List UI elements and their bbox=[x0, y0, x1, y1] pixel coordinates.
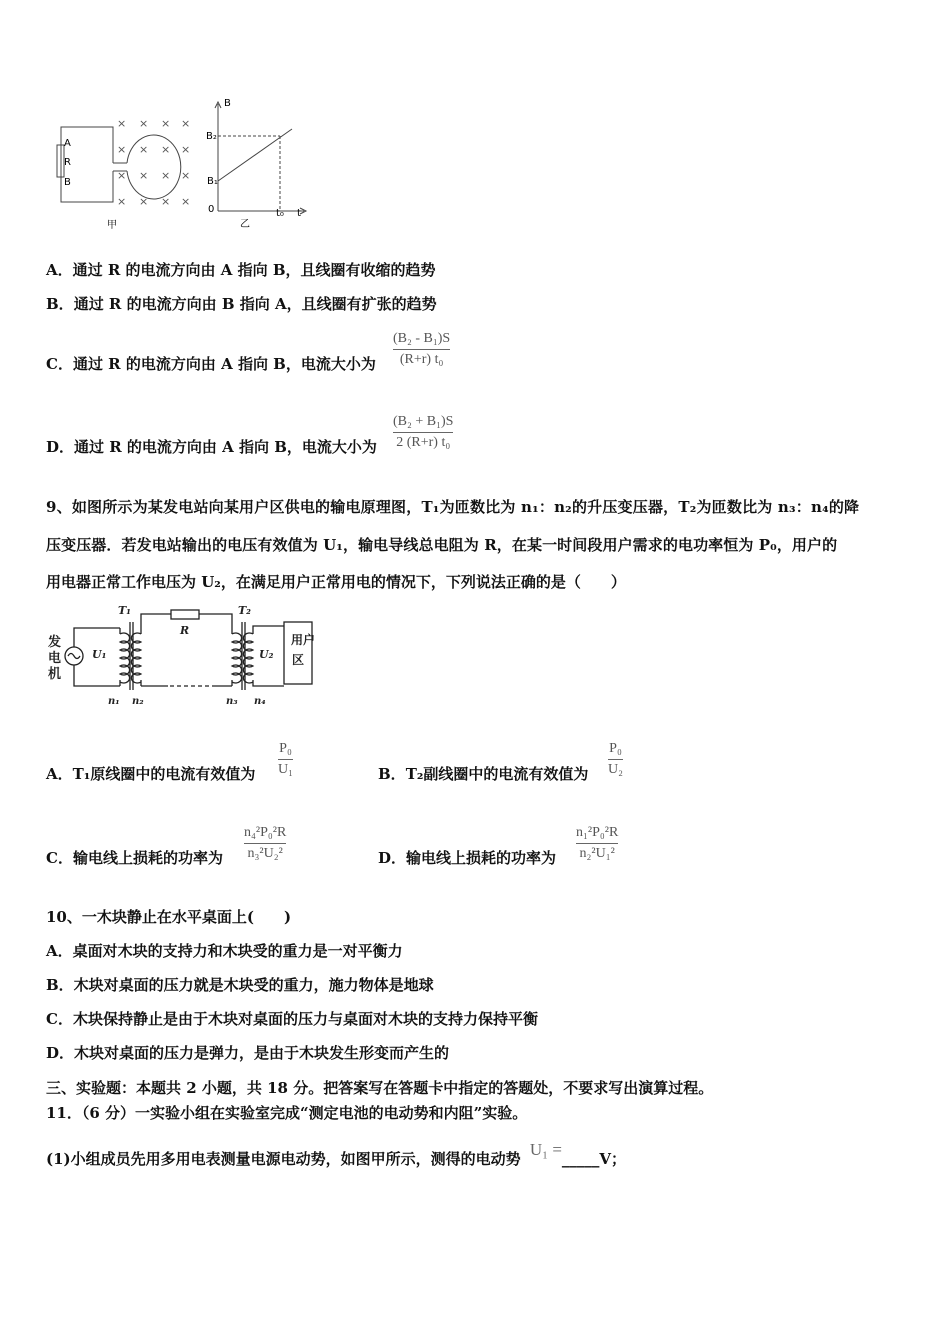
figure-jia bbox=[55, 115, 195, 235]
label-n4: n₄ bbox=[254, 696, 266, 707]
q10-option-b: B．木块对桌面的压力就是木块受的重力，施力物体是地球 bbox=[46, 976, 434, 994]
field-cross: × bbox=[117, 195, 127, 208]
q8-option-b: B．通过 R 的电流方向由 B 指向 A，且线圈有扩张的趋势 bbox=[46, 295, 437, 313]
q8-option-c: C．通过 R 的电流方向由 A 指向 B，电流大小为 bbox=[46, 355, 376, 373]
label-n1: n₁ bbox=[108, 696, 120, 707]
q8-c-fraction: (B₂ - B₁)S (R+r) t₀ bbox=[393, 331, 451, 367]
generator-char-2: 电 bbox=[48, 651, 62, 666]
field-cross: × bbox=[117, 169, 127, 182]
field-cross: × bbox=[117, 117, 127, 130]
figure-yi bbox=[198, 96, 313, 231]
q11-stem: 11．（6 分）一实验小组在实验室完成“测定电池的电动势和内阻”实验。 bbox=[46, 1104, 528, 1122]
q8-option-d: D．通过 R 的电流方向由 A 指向 B，电流大小为 bbox=[46, 438, 377, 456]
field-cross: × bbox=[139, 117, 149, 130]
figure-jia-label: 甲 bbox=[107, 220, 117, 231]
tick-b1: B₁ bbox=[207, 176, 218, 187]
field-cross: × bbox=[181, 117, 191, 130]
q10-option-d: D．木块对桌面的压力是弹力，是由于木块发生形变而产生的 bbox=[46, 1044, 450, 1062]
answer-blank[interactable]: _____ bbox=[561, 1150, 600, 1168]
q10-stem: 10、一木块静止在水平桌面上( ) bbox=[46, 908, 292, 926]
label-n2: n₂ bbox=[132, 696, 144, 707]
field-cross: × bbox=[181, 195, 191, 208]
label-t2: T₂ bbox=[238, 604, 252, 617]
q9-option-a: A．T₁原线圈中的电流有效值为 bbox=[46, 765, 256, 783]
tick-t0: t₀ bbox=[276, 208, 284, 219]
q9-d-fraction: n₁²P₀²R n₂²U₁² bbox=[576, 825, 619, 861]
q10-option-a: A．桌面对木块的支持力和木块受的重力是一对平衡力 bbox=[46, 942, 403, 960]
q11-part1: (1)小组成员先用多用电表测量电源电动势，如图甲所示，测得的电动势 U₁ =_____V； bbox=[46, 1140, 627, 1168]
field-cross: × bbox=[117, 143, 127, 156]
magnetic-field-crosses bbox=[117, 117, 190, 208]
q9-c-fraction: n₄²P₀²R n₃²U₂² bbox=[244, 825, 287, 861]
user-area-line2: 区 bbox=[292, 653, 305, 667]
label-u1: U₁ bbox=[92, 648, 107, 661]
field-cross: × bbox=[161, 117, 171, 130]
q8-option-a: A．通过 R 的电流方向由 A 指向 B，且线圈有收缩的趋势 bbox=[46, 261, 436, 279]
field-cross: × bbox=[181, 143, 191, 156]
label-r: R bbox=[180, 624, 190, 637]
q9-stem-line1: 9、如图所示为某发电站向某用户区供电的输电原理图，T₁为匝数比为 n₁：n₂的升压变压器，T₂为匝数比为 n₃：n₄的降 bbox=[46, 498, 860, 516]
label-b: B bbox=[64, 177, 71, 188]
q9-stem-line3: 用电器正常工作电压为 U₂，在满足用户正常用电的情况下，下列说法正确的是（ ） bbox=[46, 573, 626, 591]
u1-symbol: U₁ = bbox=[529, 1140, 562, 1159]
generator-char-3: 机 bbox=[48, 667, 62, 682]
field-cross: × bbox=[161, 195, 171, 208]
field-cross: × bbox=[139, 195, 149, 208]
field-cross: × bbox=[181, 169, 191, 182]
generator-char-1: 发 bbox=[48, 635, 62, 650]
axis-t-label: t bbox=[297, 208, 301, 219]
label-a: A bbox=[64, 138, 71, 149]
section-3-heading: 三、实验题：本题共 2 小题，共 18 分。把答案写在答题卡中指定的答题处，不要求写出演算过程。 bbox=[46, 1079, 714, 1097]
q9-b-fraction: P₀ U₂ bbox=[608, 741, 623, 777]
transmission-diagram bbox=[44, 600, 324, 712]
tick-b2: B₂ bbox=[206, 131, 217, 142]
field-cross: × bbox=[161, 169, 171, 182]
label-r: R bbox=[64, 157, 71, 168]
origin-label: 0 bbox=[208, 204, 215, 215]
field-cross: × bbox=[139, 169, 149, 182]
axis-b-label: B bbox=[224, 98, 231, 109]
figure-yi-label: 乙 bbox=[240, 219, 250, 230]
field-cross: × bbox=[161, 143, 171, 156]
q9-option-b: B．T₂副线圈中的电流有效值为 bbox=[378, 765, 589, 783]
q9-stem-line2: 压变压器．若发电站输出的电压有效值为 U₁，输电导线总电阻为 R，在某一时间段用户需求的电功率恒为 P₀，用户的 bbox=[46, 536, 838, 554]
user-area-line1: 用户 bbox=[291, 633, 316, 647]
label-u2: U₂ bbox=[259, 648, 274, 661]
q9-a-fraction: P₀ U₁ bbox=[278, 741, 293, 777]
q8-d-fraction: (B₂ + B₁)S 2 (R+r) t₀ bbox=[393, 414, 454, 450]
label-t1: T₁ bbox=[118, 604, 132, 617]
q10-option-c: C．木块保持静止是由于木块对桌面的压力与桌面对木块的支持力保持平衡 bbox=[46, 1010, 538, 1028]
field-cross: × bbox=[139, 143, 149, 156]
q9-option-c: C．输电线上损耗的功率为 bbox=[46, 849, 223, 867]
q9-option-d: D．输电线上损耗的功率为 bbox=[378, 849, 557, 867]
label-n3: n₃ bbox=[226, 696, 238, 707]
